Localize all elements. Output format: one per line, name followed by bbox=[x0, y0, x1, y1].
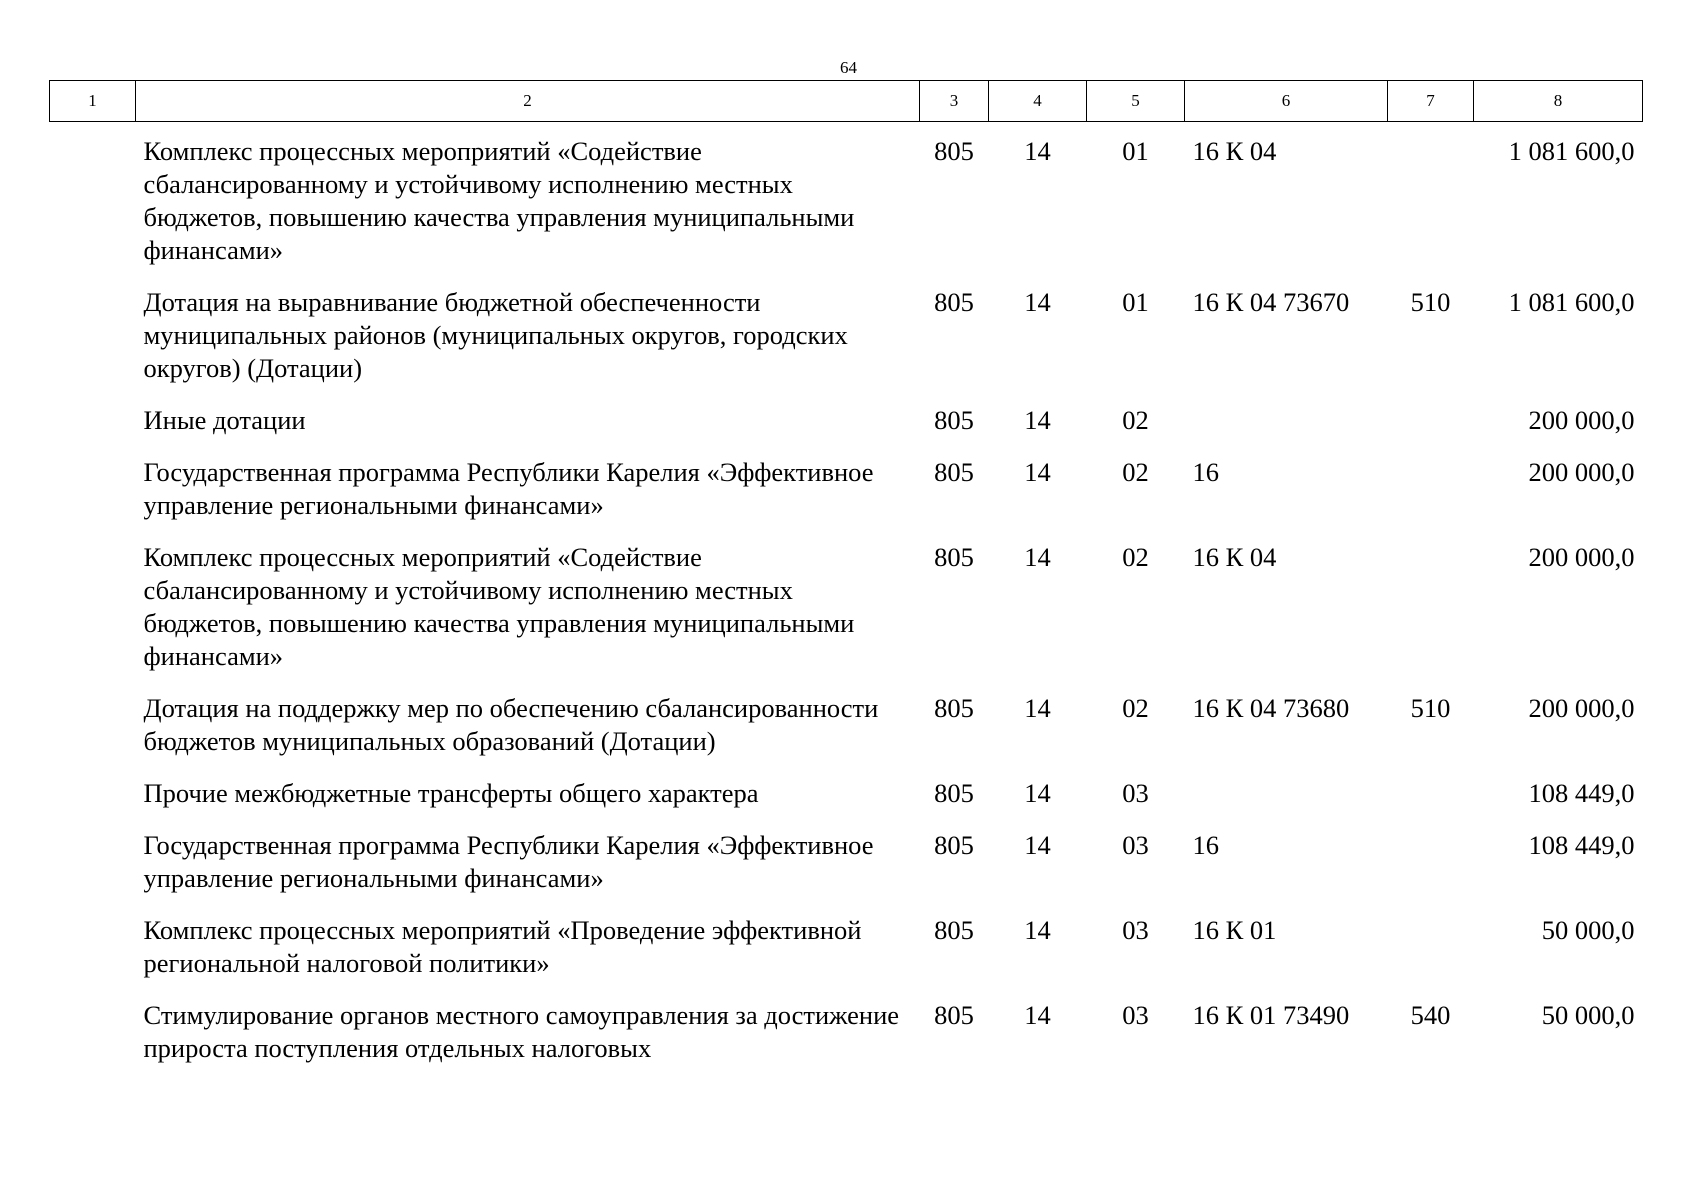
vr-code: 510 bbox=[1410, 287, 1451, 317]
header-cell-6: 6 bbox=[1185, 81, 1388, 122]
rz-code: 14 bbox=[1024, 457, 1051, 487]
item-name: Государственная программа Республики Карелия «Эффективное управление региональными финансами» bbox=[143, 457, 874, 520]
item-name: Дотация на выравнивание бюджетной обеспеченности муниципальных районов (муниципальных округов, городских округов) (Дотации) bbox=[143, 287, 848, 383]
gr-code: 805 bbox=[934, 136, 974, 166]
amount: 200 000,0 bbox=[1528, 542, 1635, 572]
item-name: Дотация на поддержку мер по обеспечению сбалансированности бюджетов муниципальных образований (Дотации) bbox=[143, 693, 879, 756]
csr-code: 16 bbox=[1192, 457, 1219, 487]
table-row bbox=[50, 122, 1643, 277]
item-name: Комплекс процессных мероприятий «Проведение эффективной региональной налоговой политики» bbox=[143, 915, 862, 978]
amount: 200 000,0 bbox=[1528, 405, 1635, 435]
gr-code: 805 bbox=[934, 830, 974, 860]
rz-code: 14 bbox=[1024, 830, 1051, 860]
item-name: Иные дотации bbox=[143, 405, 306, 435]
item-name: Стимулирование органов местного самоуправления за достижение прироста поступления отдельных налоговых bbox=[143, 1000, 900, 1063]
amount: 108 449,0 bbox=[1528, 830, 1635, 860]
rz-code: 14 bbox=[1024, 405, 1051, 435]
budget-table bbox=[49, 80, 1643, 1074]
table-row bbox=[50, 904, 1643, 989]
pr-code: 03 bbox=[1122, 778, 1149, 808]
row-index-cell bbox=[50, 819, 136, 904]
vr-code bbox=[1388, 446, 1474, 531]
amount: 108 449,0 bbox=[1528, 778, 1635, 808]
csr-code: 16 К 01 bbox=[1192, 915, 1277, 945]
table-row bbox=[50, 531, 1643, 682]
pr-code: 02 bbox=[1122, 457, 1149, 487]
row-index-cell bbox=[50, 276, 136, 394]
vr-code bbox=[1388, 122, 1474, 277]
table-header bbox=[50, 81, 1643, 122]
pr-code: 01 bbox=[1122, 136, 1149, 166]
vr-code: 540 bbox=[1410, 1000, 1451, 1030]
rz-code: 14 bbox=[1024, 287, 1051, 317]
header-cell-4: 4 bbox=[989, 81, 1087, 122]
amount: 1 081 600,0 bbox=[1508, 287, 1635, 317]
row-index-cell bbox=[50, 446, 136, 531]
pr-code: 03 bbox=[1122, 1000, 1149, 1030]
gr-code: 805 bbox=[934, 542, 974, 572]
gr-code: 805 bbox=[934, 405, 974, 435]
vr-code bbox=[1388, 819, 1474, 904]
item-name: Комплекс процессных мероприятий «Содействие сбалансированному и устойчивому исполнению местных бюджетов, повышению качества управления муниципальными финансами» bbox=[143, 136, 855, 265]
pr-code: 01 bbox=[1122, 287, 1149, 317]
table-row bbox=[50, 394, 1643, 446]
gr-code: 805 bbox=[934, 915, 974, 945]
rz-code: 14 bbox=[1024, 693, 1051, 723]
row-index-cell bbox=[50, 904, 136, 989]
gr-code: 805 bbox=[934, 693, 974, 723]
row-index-cell bbox=[50, 394, 136, 446]
pr-code: 03 bbox=[1122, 830, 1149, 860]
csr-code: 16 К 04 bbox=[1192, 136, 1277, 166]
gr-code: 805 bbox=[934, 778, 974, 808]
item-name: Государственная программа Республики Карелия «Эффективное управление региональными финансами» bbox=[143, 830, 874, 893]
header-cell-5: 5 bbox=[1087, 81, 1185, 122]
header-cell-1: 1 bbox=[50, 81, 136, 122]
csr-code: 16 bbox=[1192, 830, 1219, 860]
vr-code bbox=[1388, 531, 1474, 682]
rz-code: 14 bbox=[1024, 1000, 1051, 1030]
csr-code: 16 К 04 73680 bbox=[1192, 693, 1350, 723]
rz-code: 14 bbox=[1024, 542, 1051, 572]
gr-code: 805 bbox=[934, 1000, 974, 1030]
header-cell-2: 2 bbox=[136, 81, 920, 122]
table-row bbox=[50, 276, 1643, 394]
table-row bbox=[50, 989, 1643, 1074]
gr-code: 805 bbox=[934, 287, 974, 317]
row-index-cell bbox=[50, 531, 136, 682]
row-index-cell bbox=[50, 122, 136, 277]
csr-code: 16 К 01 73490 bbox=[1192, 1000, 1350, 1030]
row-index-cell bbox=[50, 767, 136, 819]
page-number: 64 bbox=[840, 58, 857, 77]
header-row bbox=[50, 81, 1643, 122]
header-cell-7: 7 bbox=[1388, 81, 1474, 122]
pr-code: 02 bbox=[1122, 693, 1149, 723]
vr-code bbox=[1388, 767, 1474, 819]
rz-code: 14 bbox=[1024, 915, 1051, 945]
pr-code: 02 bbox=[1122, 542, 1149, 572]
table-row bbox=[50, 446, 1643, 531]
amount: 50 000,0 bbox=[1541, 915, 1635, 945]
vr-code: 510 bbox=[1410, 693, 1451, 723]
amount: 50 000,0 bbox=[1541, 1000, 1635, 1030]
vr-code bbox=[1388, 394, 1474, 446]
csr-code bbox=[1185, 767, 1388, 819]
row-index-cell bbox=[50, 989, 136, 1074]
item-name: Комплекс процессных мероприятий «Содействие сбалансированному и устойчивому исполнению местных бюджетов, повышению качества управления муниципальными финансами» bbox=[143, 542, 855, 671]
amount: 200 000,0 bbox=[1528, 457, 1635, 487]
header-cell-8: 8 bbox=[1474, 81, 1643, 122]
pr-code: 02 bbox=[1122, 405, 1149, 435]
row-index-cell bbox=[50, 682, 136, 767]
amount: 200 000,0 bbox=[1528, 693, 1635, 723]
gr-code: 805 bbox=[934, 457, 974, 487]
pr-code: 03 bbox=[1122, 915, 1149, 945]
vr-code bbox=[1388, 904, 1474, 989]
csr-code: 16 К 04 73670 bbox=[1192, 287, 1350, 317]
header-cell-3: 3 bbox=[920, 81, 989, 122]
table-body bbox=[50, 122, 1643, 1075]
csr-code bbox=[1185, 394, 1388, 446]
table-row bbox=[50, 819, 1643, 904]
amount: 1 081 600,0 bbox=[1508, 136, 1635, 166]
item-name: Прочие межбюджетные трансферты общего характера bbox=[143, 778, 759, 808]
rz-code: 14 bbox=[1024, 778, 1051, 808]
table-row bbox=[50, 682, 1643, 767]
csr-code: 16 К 04 bbox=[1192, 542, 1277, 572]
table-row bbox=[50, 767, 1643, 819]
rz-code: 14 bbox=[1024, 136, 1051, 166]
